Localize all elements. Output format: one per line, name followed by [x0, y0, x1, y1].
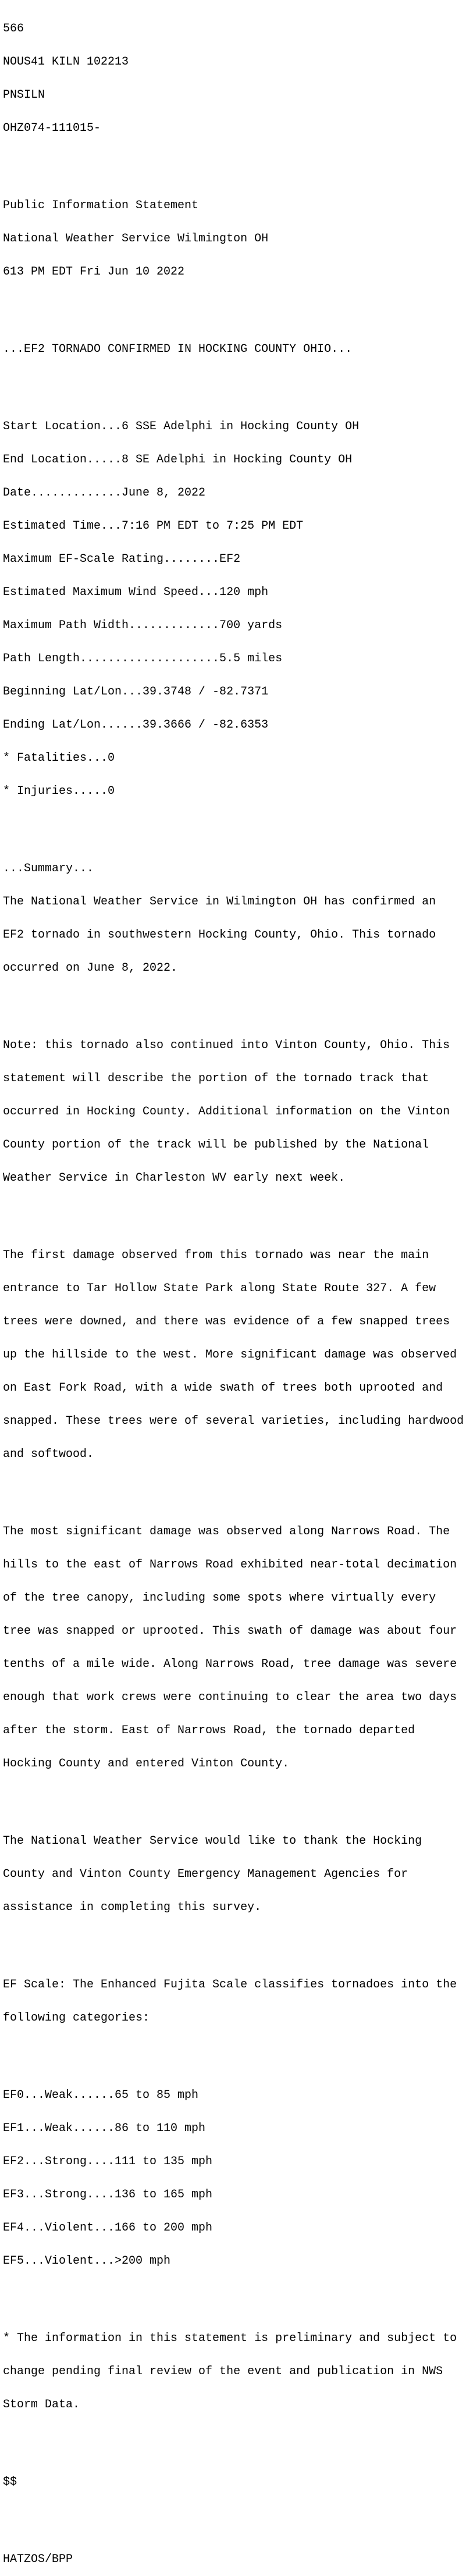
paragraph-line: statement will describe the portion of the tornado track that — [3, 1072, 429, 1085]
ef-scale-ef0: EF0...Weak......65 to 85 mph — [3, 2089, 199, 2102]
disclaimer-line: Storm Data. — [3, 2398, 80, 2411]
paragraph-line: trees were downed, and there was evidence of a few snapped trees — [3, 1315, 450, 1328]
paragraph-line: snapped. These trees were of several varieties, including hardwood — [3, 1415, 464, 1428]
detail-max-path-width: Maximum Path Width.............700 yards — [3, 619, 283, 632]
ef-scale-ef3: EF3...Strong....136 to 165 mph — [3, 2188, 213, 2201]
paragraph-line: EF2 tornado in southwestern Hocking County, Ohio. This tornado — [3, 928, 436, 942]
detail-ending-latlon: Ending Lat/Lon......39.3666 / -82.6353 — [3, 718, 269, 732]
forecaster-signature: HATZOS/BPP — [3, 2553, 73, 2566]
statement-title: Public Information Statement — [3, 199, 199, 212]
product-id: 566 — [3, 22, 24, 35]
paragraph-line: The National Weather Service in Wilmington OH has confirmed an — [3, 895, 436, 908]
issue-time: 613 PM EDT Fri Jun 10 2022 — [3, 265, 185, 279]
awips-id: PNSILN — [3, 88, 45, 102]
paragraph-line: of the tree canopy, including some spots where virtually every — [3, 1591, 436, 1605]
detail-date: Date.............June 8, 2022 — [3, 486, 206, 500]
paragraph-line: tree was snapped or uprooted. This swath of damage was about four — [3, 1624, 457, 1638]
paragraph-line: enough that work crews were continuing to clear the area two days — [3, 1691, 457, 1704]
product-terminator: $$ — [3, 2475, 17, 2489]
disclaimer-line: change pending final review of the event and publication in NWS — [3, 2365, 443, 2378]
paragraph-line: EF Scale: The Enhanced Fujita Scale classifies tornadoes into the — [3, 1978, 457, 1991]
ugc-line: OHZ074-111015- — [3, 122, 101, 135]
blank-line — [3, 156, 466, 167]
blank-line — [3, 2510, 466, 2521]
paragraph-line: The most significant damage was observed along Narrows Road. The — [3, 1525, 450, 1538]
blank-line — [3, 1206, 466, 1217]
paragraph-line: following categories: — [3, 2011, 150, 2025]
paragraph-line: Weather Service in Charleston WV early next week. — [3, 1171, 346, 1185]
detail-fatalities: * Fatalities...0 — [3, 751, 115, 765]
blank-line — [3, 819, 466, 830]
detail-end-location: End Location.....8 SE Adelphi in Hocking County OH — [3, 453, 353, 466]
ef-scale-ef4: EF4...Violent...166 to 200 mph — [3, 2221, 213, 2235]
ef-scale-ef5: EF5...Violent...>200 mph — [3, 2254, 171, 2268]
detail-estimated-time: Estimated Time...7:16 PM EDT to 7:25 PM EDT — [3, 519, 304, 533]
paragraph-line: occurred in Hocking County. Additional information on the Vinton — [3, 1105, 450, 1118]
detail-max-wind-speed: Estimated Maximum Wind Speed...120 mph — [3, 586, 269, 599]
blank-line — [3, 2432, 466, 2443]
paragraph-line: assistance in completing this survey. — [3, 1901, 262, 1914]
summary-heading: ...Summary... — [3, 862, 94, 875]
blank-line — [3, 1935, 466, 1946]
blank-line — [3, 300, 466, 311]
paragraph-line: entrance to Tar Hollow State Park along State Route 327. A few — [3, 1282, 436, 1295]
detail-max-ef-rating: Maximum EF-Scale Rating........EF2 — [3, 553, 241, 566]
blank-line — [3, 2289, 466, 2300]
ef-scale-ef1: EF1...Weak......86 to 110 mph — [3, 2122, 206, 2135]
paragraph-line: The National Weather Service would like to thank the Hocking — [3, 1834, 422, 1848]
ef-scale-ef2: EF2...Strong....111 to 135 mph — [3, 2155, 213, 2168]
paragraph-line: and softwood. — [3, 1448, 94, 1461]
disclaimer-line: * The information in this statement is preliminary and subject to — [3, 2332, 457, 2345]
blank-line — [3, 1482, 466, 1493]
paragraph-line: on East Fork Road, with a wide swath of trees both uprooted and — [3, 1381, 443, 1395]
paragraph-line: Hocking County and entered Vinton County. — [3, 1757, 290, 1770]
issuing-office: National Weather Service Wilmington OH — [3, 232, 269, 245]
paragraph-line: up the hillside to the west. More significant damage was observed — [3, 1348, 457, 1362]
detail-start-location: Start Location...6 SSE Adelphi in Hocking County OH — [3, 420, 360, 433]
paragraph-line: County portion of the track will be published by the National — [3, 1138, 429, 1152]
headline: ...EF2 TORNADO CONFIRMED IN HOCKING COUNTY OHIO... — [3, 343, 353, 356]
paragraph-line: The first damage observed from this tornado was near the main — [3, 1249, 429, 1262]
detail-beginning-latlon: Beginning Lat/Lon...39.3748 / -82.7371 — [3, 685, 269, 699]
paragraph-line: after the storm. East of Narrows Road, the tornado departed — [3, 1724, 415, 1737]
paragraph-line: tenths of a mile wide. Along Narrows Road, tree damage was severe — [3, 1658, 457, 1671]
detail-injuries: * Injuries.....0 — [3, 785, 115, 798]
paragraph-line: County and Vinton County Emergency Management Agencies for — [3, 1868, 408, 1881]
paragraph-line: hills to the east of Narrows Road exhibited near-total decimation — [3, 1558, 457, 1572]
blank-line — [3, 2046, 466, 2057]
paragraph-line: occurred on June 8, 2022. — [3, 961, 178, 975]
paragraph-line: Note: this tornado also continued into Vinton County, Ohio. This — [3, 1039, 450, 1052]
blank-line — [3, 1791, 466, 1802]
blank-line — [3, 996, 466, 1007]
wmo-header: NOUS41 KILN 102213 — [3, 55, 129, 69]
detail-path-length: Path Length....................5.5 miles — [3, 652, 283, 665]
blank-line — [3, 377, 466, 388]
